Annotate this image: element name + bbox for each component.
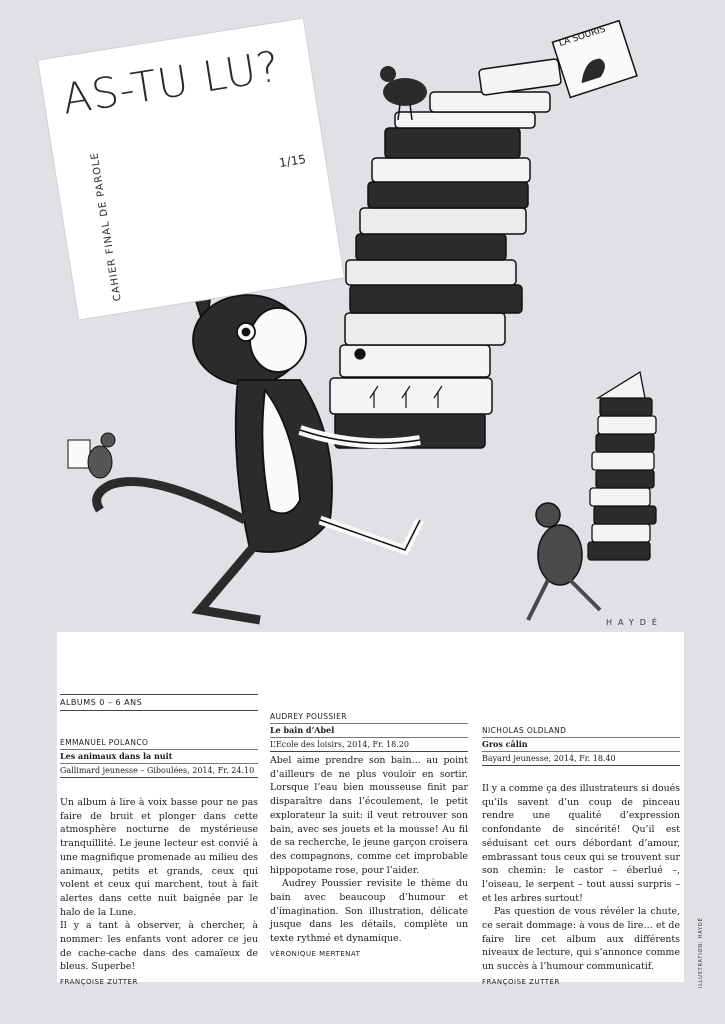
review-paragraph: Il y a comme ça des illustrateurs si doués qu’ils savent d’un coup de pinceau rendre une qualité d’expression confondante de sincérité! Qu’il est séduisant cet ours débordant d’amour, embrassant tous ceux qui se trouvent sur son chemin: le castor – éberlué –, l’oiseau, le serpent – tout aussi surpris – et les arbres surtout!: [482, 783, 680, 904]
book-title: Gros câlin: [482, 738, 680, 752]
review-body: [60, 796, 258, 990]
book-publisher: Bayard jeunesse, 2014, Fr. 18.40: [482, 752, 680, 766]
review-paragraph: Abel aime prendre son bain… au point d’ailleurs de ne plus vouloir en sortir. Lorsque l’eau bien mousseuse finit par disparaître dans l’écoulement, le petit explorateur la suit: il veut retrouver son bain, avec ses jouets et la mousse! Au fil de sa recherche, le jeune garçon croisera des compagnons, comme cet improbable hippopotame rose, pour l’aider.: [270, 755, 468, 876]
small-book-stack: [588, 372, 656, 560]
magazine-title: AS-TU LU?: [58, 41, 284, 124]
illustration-credit: ILLUSTRATION: HAYDÉ: [698, 917, 704, 988]
review-paragraph: Audrey Poussier revisite le thème du bain avec beaucoup d’humour et d’imagination. Son illustration, délicate jusque dans les détails, complète un texte rythmé et dynamique.: [270, 878, 468, 945]
book-title: Le bain d’Abel: [270, 724, 468, 738]
section-label: ALBUMS 0 – 6 ANS: [60, 694, 258, 711]
reviewer-name: FRANÇOISE ZUTTER: [482, 977, 560, 986]
reviews-panel: [57, 632, 684, 987]
issue-number: 1/15: [278, 152, 307, 171]
review-meta: [482, 726, 680, 766]
review-body: [482, 782, 680, 990]
book-stack: [330, 59, 561, 448]
reviewer-name: VÉRONIQUE MERTENAT: [270, 949, 361, 958]
title-card: [38, 19, 344, 320]
review-paragraph: Il y a tant à observer, à chercher, à nommer: les enfants vont adorer ce jeu de cache-cache dans des camaïeux de bleus. Superbe!: [60, 920, 258, 973]
magazine-subtitle: CAHIER FINAL DE PAROLE: [89, 151, 124, 302]
book-publisher: L’Ecole des loisirs, 2014, Fr. 18.20: [270, 738, 468, 752]
review-paragraph: Un album à lire à voix basse pour ne pas faire de bruit et plonger dans cette atmosphère nocturne de mystérieuse tranquillité. Le jeune lecteur est convié à une magnifique promenade au milieu des animaux, petits et grands, ceux qui volent et ceux qui marchent, tout à fait alertes dans cette nuit baignée par le halo de la Lune.: [60, 797, 258, 918]
flying-book-title: LA SOURIS: [557, 24, 607, 49]
mouse-reading-icon: [68, 433, 115, 478]
artist-signature: HAYDÉ: [606, 618, 663, 627]
review-meta: [270, 712, 468, 752]
book-author: NICHOLAS OLDLAND: [482, 726, 680, 738]
review-meta: [60, 738, 258, 778]
review-body: [270, 754, 468, 962]
book-publisher: Gallimard jeunesse – Giboulées, 2014, Fr. 24.10: [60, 764, 258, 778]
review-paragraph: Pas question de vous révéler la chute, ce serait dommage: à vous de lire… et de faire lire cet album aux différents niveaux de lecture, qui s’annonce comme un succès à l’humour communicatif.: [482, 906, 680, 973]
mouse-carrying-icon: [528, 503, 600, 620]
reviewer-name: FRANÇOISE ZUTTER: [60, 978, 138, 987]
book-title: Les animaux dans la nuit: [60, 750, 258, 764]
book-author: EMMANUEL POLANCO: [60, 738, 258, 750]
book-author: AUDREY POUSSIER: [270, 712, 468, 724]
